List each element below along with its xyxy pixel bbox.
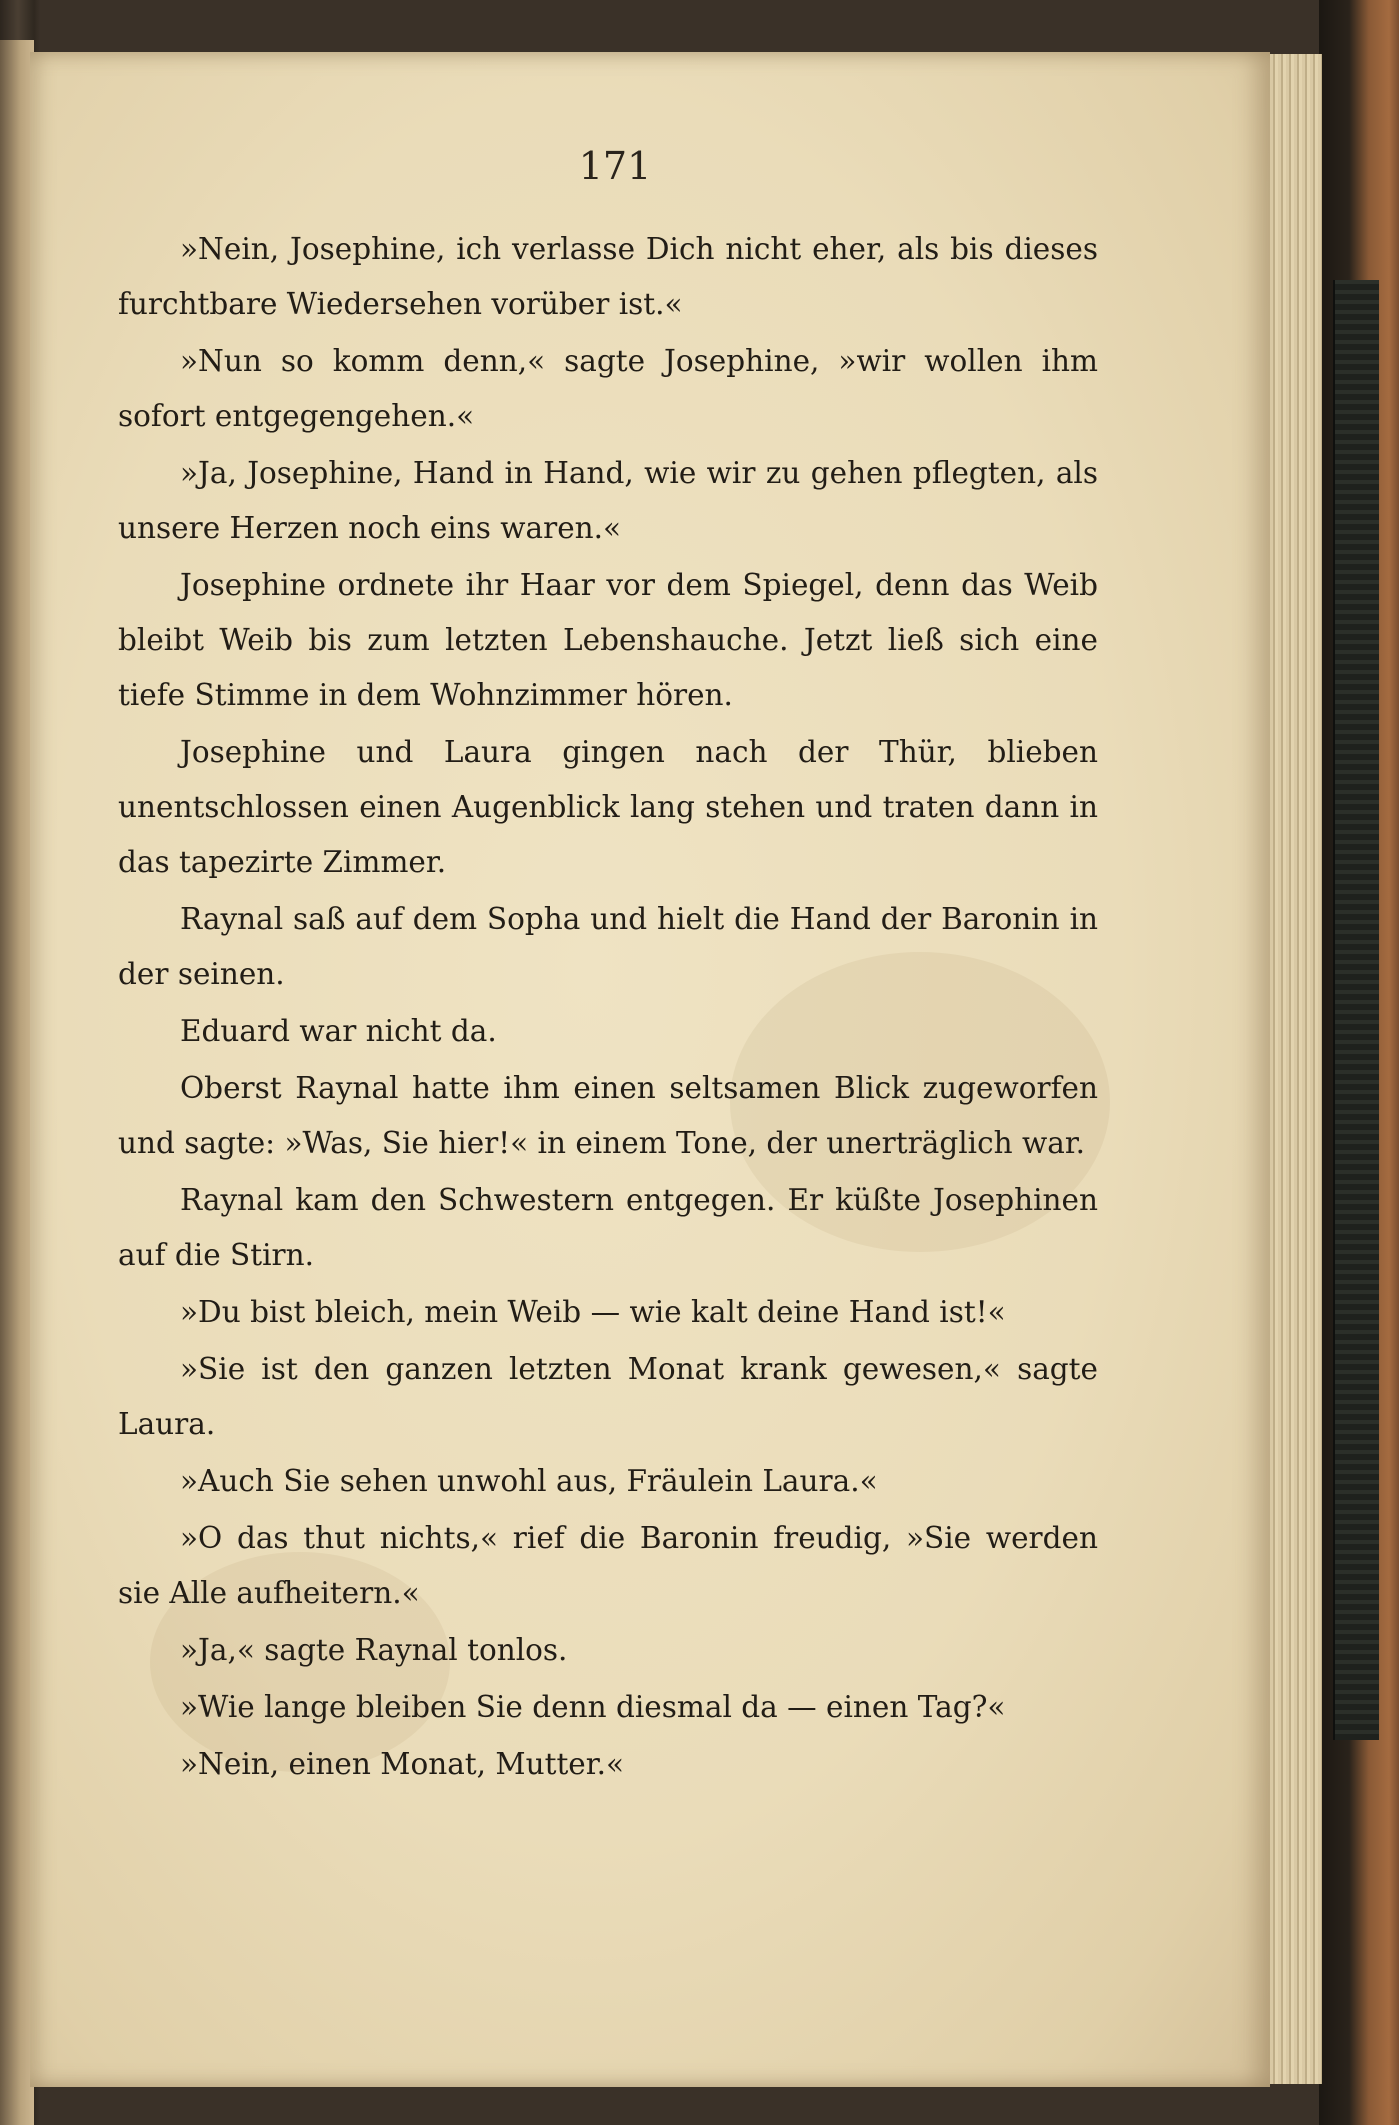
opposite-page-edge <box>0 40 34 2125</box>
page-number: 171 <box>578 144 652 188</box>
book-page <box>30 52 1270 2087</box>
page-stack-edge <box>1262 54 1322 2084</box>
page-text <box>118 222 1098 1794</box>
paragraph: Eduard war nicht da. <box>180 1014 497 1048</box>
paragraph: Josephine ordnete ihr Haar vor dem Spiegel, denn das Weib bleibt Weib bis zum letzten Lebenshauche. Jetzt ließ sich eine tiefe Stimme in dem Wohnzimmer hören. <box>118 568 1098 712</box>
paragraph: »Sie ist den ganzen letzten Monat krank gewesen,« sagte Laura. <box>118 1352 1098 1441</box>
paragraph: »Du bist bleich, mein Weib — wie kalt deine Hand ist!« <box>180 1295 1006 1329</box>
paragraph: »Nein, einen Monat, Mutter.« <box>180 1747 625 1781</box>
paragraph: »Ja, Josephine, Hand in Hand, wie wir zu gehen pflegten, als unsere Herzen noch eins waren.« <box>118 456 1098 545</box>
paragraph: Raynal kam den Schwestern entgegen. Er küßte Josephinen auf die Stirn. <box>118 1183 1098 1272</box>
cover-binding-texture <box>1333 280 1379 1740</box>
paragraph: »Nein, Josephine, ich verlasse Dich nicht eher, als bis dieses furchtbare Wiedersehen vorüber ist.« <box>118 232 1098 321</box>
paragraph: Raynal saß auf dem Sopha und hielt die Hand der Baronin in der seinen. <box>118 902 1098 991</box>
paragraph: Josephine und Laura gingen nach der Thür, blieben unentschlossen einen Augenblick lang stehen und traten dann in das tapezirte Zimmer. <box>118 735 1098 879</box>
paragraph: »Ja,« sagte Raynal tonlos. <box>180 1633 568 1667</box>
paragraph: »Wie lange bleiben Sie denn diesmal da — einen Tag?« <box>180 1690 1006 1724</box>
paragraph: »Nun so komm denn,« sagte Josephine, »wir wollen ihm sofort entgegengehen.« <box>118 344 1098 433</box>
paragraph: »Auch Sie sehen unwohl aus, Fräulein Laura.« <box>180 1464 878 1498</box>
paragraph: »O das thut nichts,« rief die Baronin freudig, »Sie werden sie Alle aufheitern.« <box>118 1521 1098 1610</box>
paragraph: Oberst Raynal hatte ihm einen seltsamen Blick zugeworfen und sagte: »Was, Sie hier!« in einem Tone, der unerträglich war. <box>118 1071 1098 1160</box>
